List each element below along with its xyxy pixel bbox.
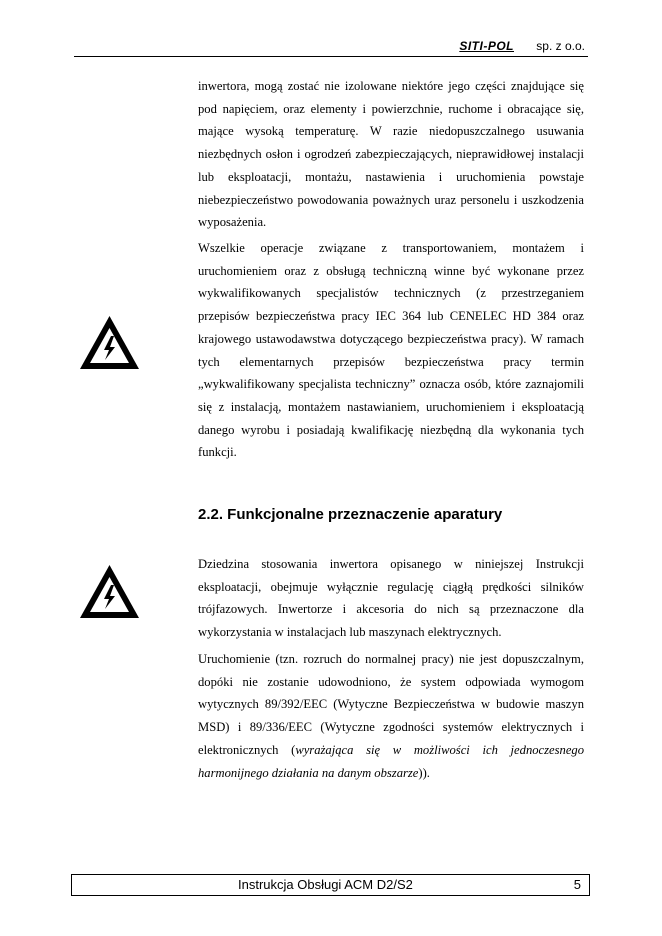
- page-header: [74, 36, 588, 57]
- page-number: 5: [573, 877, 581, 892]
- brand-logo: SITI-POL: [459, 39, 514, 53]
- company-suffix: sp. z o.o.: [536, 39, 585, 53]
- commissioning-text-end: )).: [418, 765, 430, 780]
- high-voltage-warning-icon: [78, 314, 141, 372]
- paragraph-hazards: inwertora, mogą zostać nie izolowane niektóre jego części znajdujące się pod napięciem, oraz elementy i powierzchnie, ruchome i obracające się, mające wysoką temperaturę. W razie niedopuszczalnego usuwania niezbędnych osłon i ogrodzeń zabezpieczających, nieprawidłowej instalacji lub eksploatacji, montażu, nastawienia i uruchomienia powstaje niebezpieczeństwo powodowania poważnych uraz personelu i uszkodzenia wyposażenia.: [198, 79, 584, 230]
- section-title: 2.2. Funkcjonalne przeznaczenie aparatury: [198, 506, 503, 523]
- commissioning-text: Uruchomienie (tzn. rozruch do normalnej pracy) nie jest dopuszczalnym, dopóki nie zostanie udowodniono, że system odpowiada wymogom wytycznych 89/392/EEC (Wytyczne Bezpieczeństwa w budowie maszyn MSD) i 89/336/EEC (Wytyczne zgodności systemów elektrycznych i elektronicznych (: [198, 652, 584, 757]
- paragraph-qualified-personnel: Wszelkie operacje związane z transportowaniem, montażem i uruchomieniem oraz z obsługą techniczną winne być wykonane przez wykwalifikowanych specjalistów technicznych (z przestrzeganiem przepisów bezpieczeństwa pracy IEC 364 lub CENELEC HD 384 oraz krajowego ustawodawstwa dotyczącego bezpieczeństwa pracy). W ramach tych elementarnych przepisów bezpieczeństwa pracy termin „wykwalifikowany specjalista techniczny” oznacza osób, które zaznajomili się z instalacją, montażem nastawianiem, uruchomieniem i eksploatacją danego wyrobu i posiadają kwalifikację niezbędną dla wykonania tych funkcji.: [198, 241, 584, 460]
- commissioning-italic-text: wyrażająca się w możliwości ich jednoczesnego harmonijnego działania na danym obszarze: [198, 742, 584, 780]
- page-footer: [71, 874, 590, 896]
- high-voltage-warning-icon: [78, 563, 141, 621]
- paragraph-commissioning: [198, 648, 584, 784]
- footer-title: Instrukcja Obsługi ACM D2/S2: [238, 877, 413, 892]
- paragraph-application-scope: Dziedzina stosowania inwertora opisanego w niniejszej Instrukcji eksploatacji, obejmuje wyłącznie regulację ciągłą prędkości silników trójfazowych. Inwertorze i akcesoria do nich są przeznaczone dla wykorzystania w instalacjach lub maszynach elektrycznych.: [198, 557, 584, 640]
